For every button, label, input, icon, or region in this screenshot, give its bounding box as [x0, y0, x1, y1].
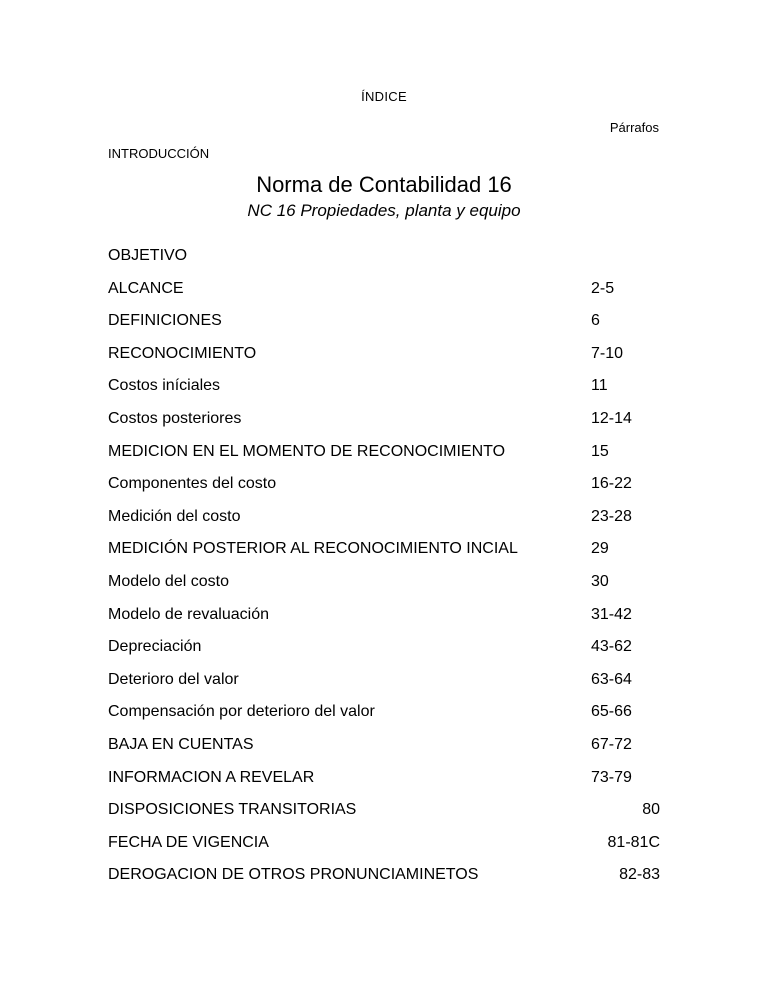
toc-row [108, 797, 660, 830]
toc-row [108, 243, 660, 276]
toc-row [108, 569, 660, 602]
toc-entry-paragraphs: 81-81C [607, 833, 660, 851]
toc-entry-label: DEFINICIONES [108, 312, 222, 330]
paragraphs-column-label: Párrafos [609, 120, 659, 135]
toc-row [108, 732, 660, 765]
introduction-label: INTRODUCCIÓN [108, 146, 210, 161]
toc-entry-paragraphs: 30 [591, 572, 609, 590]
toc-entry-label: RECONOCIMIENTO [108, 344, 257, 362]
toc-entry-paragraphs: 63-64 [591, 670, 632, 688]
toc-entry-paragraphs: 43-62 [591, 638, 632, 656]
toc-row [108, 536, 660, 569]
toc-entry-label: Modelo de revaluación [108, 605, 269, 623]
toc-entry-paragraphs: 16-22 [591, 475, 632, 493]
toc-entry-paragraphs: 11 [591, 377, 608, 395]
toc-entry-paragraphs: 6 [591, 312, 600, 330]
standard-title: Norma de Contabilidad 16 [256, 172, 512, 197]
toc-row [108, 699, 660, 732]
toc-entry-label: INFORMACION A REVELAR [108, 768, 315, 786]
toc-entry-label: Modelo del costo [108, 572, 229, 590]
toc-entry-paragraphs: 31-42 [591, 605, 632, 623]
toc-entry-label: MEDICION EN EL MOMENTO DE RECONOCIMIENTO [108, 442, 506, 460]
toc-row [108, 765, 660, 798]
table-of-contents [108, 243, 660, 895]
index-heading: ÍNDICE [361, 89, 407, 104]
toc-entry-label: Depreciación [108, 638, 202, 656]
toc-row [108, 667, 660, 700]
toc-entry-label: Medición del costo [108, 507, 241, 525]
toc-entry-paragraphs: 15 [591, 442, 609, 460]
toc-row [108, 504, 660, 537]
toc-entry-paragraphs: 73-79 [591, 768, 632, 786]
toc-row [108, 830, 660, 863]
toc-row [108, 602, 660, 635]
toc-row [108, 308, 660, 341]
toc-entry-paragraphs: 23-28 [591, 507, 632, 525]
toc-row [108, 276, 660, 309]
toc-entry-label: Costos posteriores [108, 409, 242, 427]
toc-row [108, 862, 660, 895]
toc-row [108, 373, 660, 406]
toc-entry-paragraphs: 7-10 [591, 344, 624, 362]
toc-entry-paragraphs: 2-5 [591, 279, 615, 297]
toc-entry-label: DISPOSICIONES TRANSITORIAS [108, 801, 357, 819]
toc-entry-paragraphs: 80 [642, 801, 660, 819]
toc-row [108, 406, 660, 439]
toc-row [108, 341, 660, 374]
toc-row [108, 471, 660, 504]
standard-subtitle: NC 16 Propiedades, planta y equipo [247, 201, 521, 220]
toc-entry-label: ALCANCE [108, 279, 184, 297]
toc-entry-label: FECHA DE VIGENCIA [108, 833, 269, 851]
toc-entry-label: DEROGACION DE OTROS PRONUNCIAMINETOS [108, 866, 479, 884]
toc-row [108, 439, 660, 472]
toc-entry-paragraphs: 12-14 [591, 409, 632, 427]
toc-entry-paragraphs: 67-72 [591, 735, 632, 753]
toc-row [108, 634, 660, 667]
toc-entry-label: OBJETIVO [108, 247, 188, 264]
toc-entry-paragraphs: 29 [591, 540, 609, 558]
toc-entry-label: Compensación por deterioro del valor [108, 703, 375, 721]
toc-entry-label: Costos iníciales [108, 377, 221, 395]
toc-entry-paragraphs: 65-66 [591, 703, 632, 721]
toc-entry-label: Deterioro del valor [108, 670, 239, 688]
toc-entry-paragraphs: 82-83 [619, 866, 660, 884]
toc-entry-label: BAJA EN CUENTAS [108, 735, 254, 753]
toc-entry-label: Componentes del costo [108, 475, 277, 493]
toc-entry-label: MEDICIÓN POSTERIOR AL RECONOCIMIENTO INCIAL [108, 540, 518, 558]
